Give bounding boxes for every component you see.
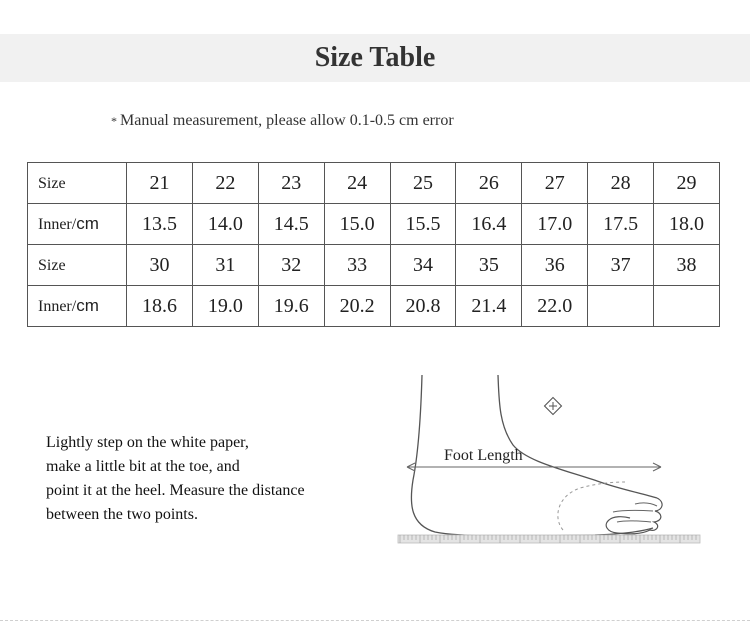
title-bar: [0, 34, 750, 82]
table-cell: 35: [456, 245, 522, 286]
forefoot-dash: [558, 482, 625, 530]
table-cell: 28: [588, 163, 654, 204]
instruction-line: point it at the heel. Measure the distance: [46, 482, 305, 499]
table-cell: [588, 286, 654, 327]
measure-instructions: [46, 431, 366, 527]
table-cell: 30: [127, 245, 193, 286]
table-cell: 26: [456, 163, 522, 204]
table-cell: 14.5: [258, 204, 324, 245]
table-cell: 20.8: [390, 286, 456, 327]
table-cell: 33: [324, 245, 390, 286]
table-cell: 17.5: [588, 204, 654, 245]
row-header: [28, 245, 127, 286]
row-label: Inner/: [38, 298, 77, 315]
instruction-line: Lightly step on the white paper,: [46, 434, 249, 451]
table-cell: 19.6: [258, 286, 324, 327]
table-cell: 21.4: [456, 286, 522, 327]
table-cell: 15.0: [324, 204, 390, 245]
toe-line: [617, 521, 651, 522]
table-cell: 31: [192, 245, 258, 286]
table-cell: 14.0: [192, 204, 258, 245]
table-cell: 19.0: [192, 286, 258, 327]
table-cell: 38: [654, 245, 720, 286]
row-header: [28, 286, 127, 327]
table-cell: 21: [127, 163, 193, 204]
table-cell: 36: [522, 245, 588, 286]
star-icon: *: [111, 114, 117, 128]
table-cell: 17.0: [522, 204, 588, 245]
table-row: [28, 245, 720, 286]
table-cell: 34: [390, 245, 456, 286]
table-cell: 20.2: [324, 286, 390, 327]
instruction-line: make a little bit at the toe, and: [46, 458, 240, 475]
note-text: Manual measurement, please allow 0.1-0.5 cm error: [120, 112, 454, 129]
table-row: [28, 204, 720, 245]
row-header: [28, 204, 127, 245]
row-header: [28, 163, 127, 204]
table-cell: 37: [588, 245, 654, 286]
table-cell: 15.5: [390, 204, 456, 245]
toe-line: [613, 510, 653, 512]
measurement-note: [111, 112, 454, 130]
instep-outline: [498, 375, 657, 498]
row-label: Size: [38, 175, 66, 192]
table-cell: 18.6: [127, 286, 193, 327]
page-title: Size Table: [314, 42, 436, 73]
row-unit: cm: [76, 214, 99, 233]
table-row: [28, 163, 720, 204]
table-cell: 32: [258, 245, 324, 286]
table-cell: 29: [654, 163, 720, 204]
table-cell: [654, 286, 720, 327]
foot-length-label: Foot Length: [444, 447, 523, 464]
size-table: [27, 162, 720, 327]
table-cell: 16.4: [456, 204, 522, 245]
table-cell: 24: [324, 163, 390, 204]
table-cell: 23: [258, 163, 324, 204]
table-cell: 22: [192, 163, 258, 204]
row-label: Inner/: [38, 216, 77, 233]
divider: [0, 620, 750, 622]
table-cell: 13.5: [127, 204, 193, 245]
instruction-line: between the two points.: [46, 506, 198, 523]
foot-diagram: [395, 370, 705, 550]
diamond-icon: [545, 398, 562, 415]
toe-line: [635, 503, 657, 506]
toes-outline: [606, 498, 662, 534]
table-row: [28, 286, 720, 327]
table-cell: 18.0: [654, 204, 720, 245]
table-cell: 25: [390, 163, 456, 204]
row-label: Size: [38, 257, 66, 274]
table-cell: 27: [522, 163, 588, 204]
table-cell: 22.0: [522, 286, 588, 327]
ruler: [398, 535, 700, 543]
row-unit: cm: [76, 296, 99, 315]
